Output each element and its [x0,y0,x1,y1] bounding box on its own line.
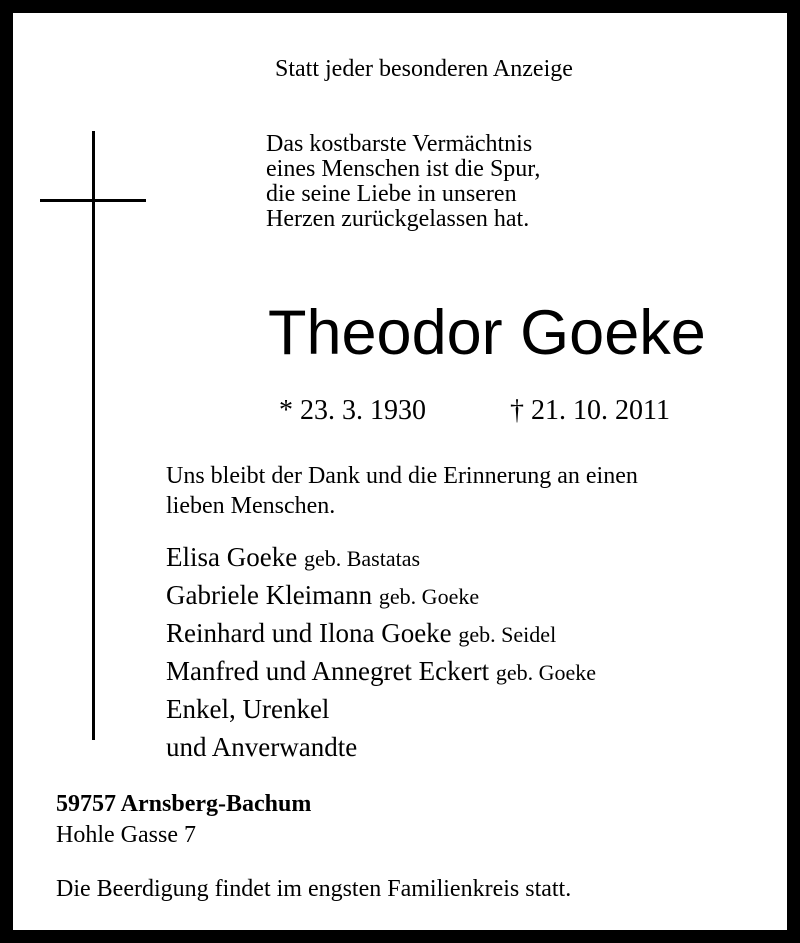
thanks-line: lieben Menschen. [166,493,336,519]
family-member-name: Reinhard und Ilona Goeke [166,618,452,648]
family-member-geb: geb. Goeke [495,660,597,685]
cross-icon-horizontal-bar [40,199,146,202]
address-city: 59757 Arnsberg-Bachum [56,791,312,817]
family-row [166,652,596,690]
birth-date: * 23. 3. 1930 [279,395,426,426]
family-row [166,728,596,766]
quote-line: eines Menschen ist die Spur, [266,156,541,182]
family-member-geb: geb. Goeke [378,584,480,609]
family-member-name: und Anverwandte [166,732,358,762]
family-member-name: Enkel, Urenkel [166,694,330,724]
family-member-geb: geb. Bastatas [303,546,421,571]
quote-line: die seine Liebe in unseren [266,181,517,207]
thanks-text [166,461,638,521]
cross-icon-vertical-bar [92,131,95,740]
funeral-note: Die Beerdigung findet im engsten Familienkreis statt. [56,876,572,902]
family-member-name: Elisa Goeke [166,542,298,572]
death-date: † 21. 10. 2011 [510,395,670,426]
memorial-quote [266,132,540,232]
notice-header: Statt jeder besonderen Anzeige [275,56,573,82]
family-member-name: Gabriele Kleimann [166,580,373,610]
address-street: Hohle Gasse 7 [56,822,196,848]
family-member-name: Manfred und Annegret Eckert [166,656,490,686]
family-row [166,614,596,652]
quote-line: Herzen zurückgelassen hat. [266,206,530,232]
quote-line: Das kostbarste Vermächtnis [266,131,533,157]
family-row [166,576,596,614]
family-row [166,538,596,576]
family-list [166,538,596,766]
family-row [166,690,596,728]
deceased-name: Theodor Goeke [268,298,706,368]
family-member-geb: geb. Seidel [458,622,557,647]
thanks-line: Uns bleibt der Dank und die Erinnerung an einen [166,463,638,489]
